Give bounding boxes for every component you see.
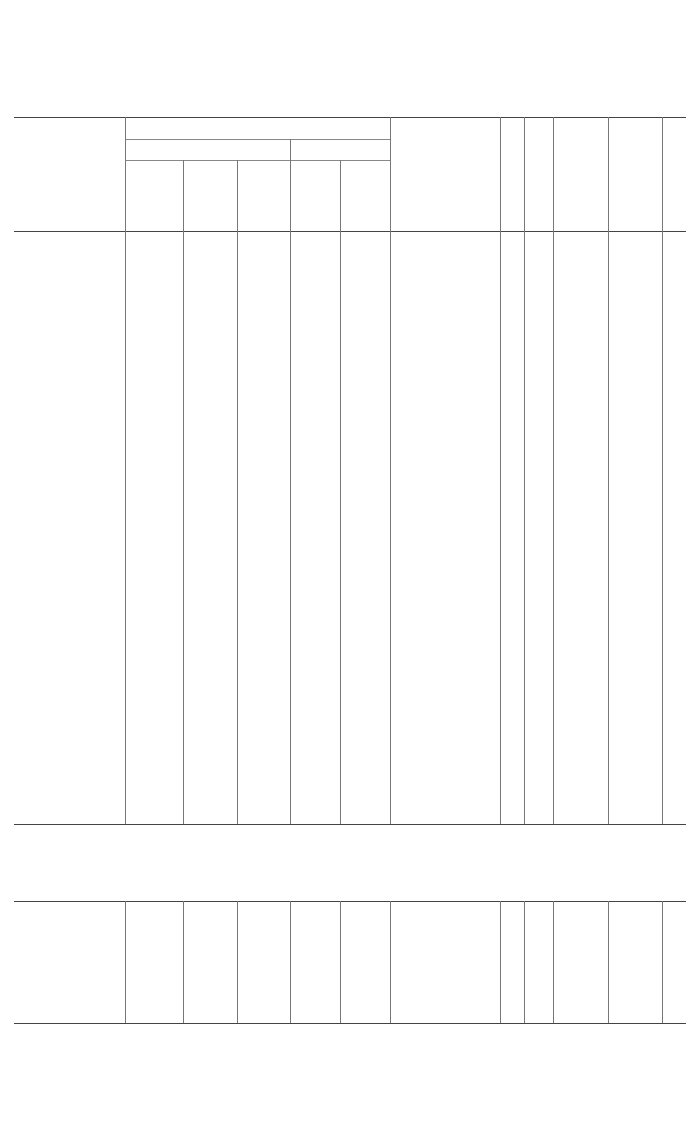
col-sep	[125, 117, 126, 824]
col-sep	[125, 901, 126, 1023]
col-sep	[183, 901, 184, 1023]
col-sep	[390, 117, 391, 824]
col-sep	[524, 117, 525, 824]
table-top-rule	[14, 117, 686, 118]
taranaki-top-rule	[14, 901, 686, 902]
col-sep	[237, 160, 238, 824]
header-bottom-rule	[14, 231, 686, 232]
col-sep	[662, 117, 663, 824]
col-sep	[608, 901, 609, 1023]
col-sep	[237, 901, 238, 1023]
col-sep	[553, 117, 554, 824]
col-sep	[390, 901, 391, 1023]
col-sep	[608, 117, 609, 824]
col-sep	[662, 901, 663, 1023]
col-sep	[524, 901, 525, 1023]
col-sep	[290, 139, 291, 824]
col-sep	[500, 117, 501, 824]
col-sep	[290, 901, 291, 1023]
col-sep	[553, 901, 554, 1023]
col-sep	[183, 160, 184, 824]
subgroup-rule	[125, 160, 390, 161]
table-bottom-rule	[14, 824, 686, 825]
taranaki-bottom-rule	[14, 1023, 686, 1024]
col-sep	[340, 901, 341, 1023]
expenditure-rule	[125, 139, 390, 140]
col-sep	[340, 160, 341, 824]
col-sep	[500, 901, 501, 1023]
